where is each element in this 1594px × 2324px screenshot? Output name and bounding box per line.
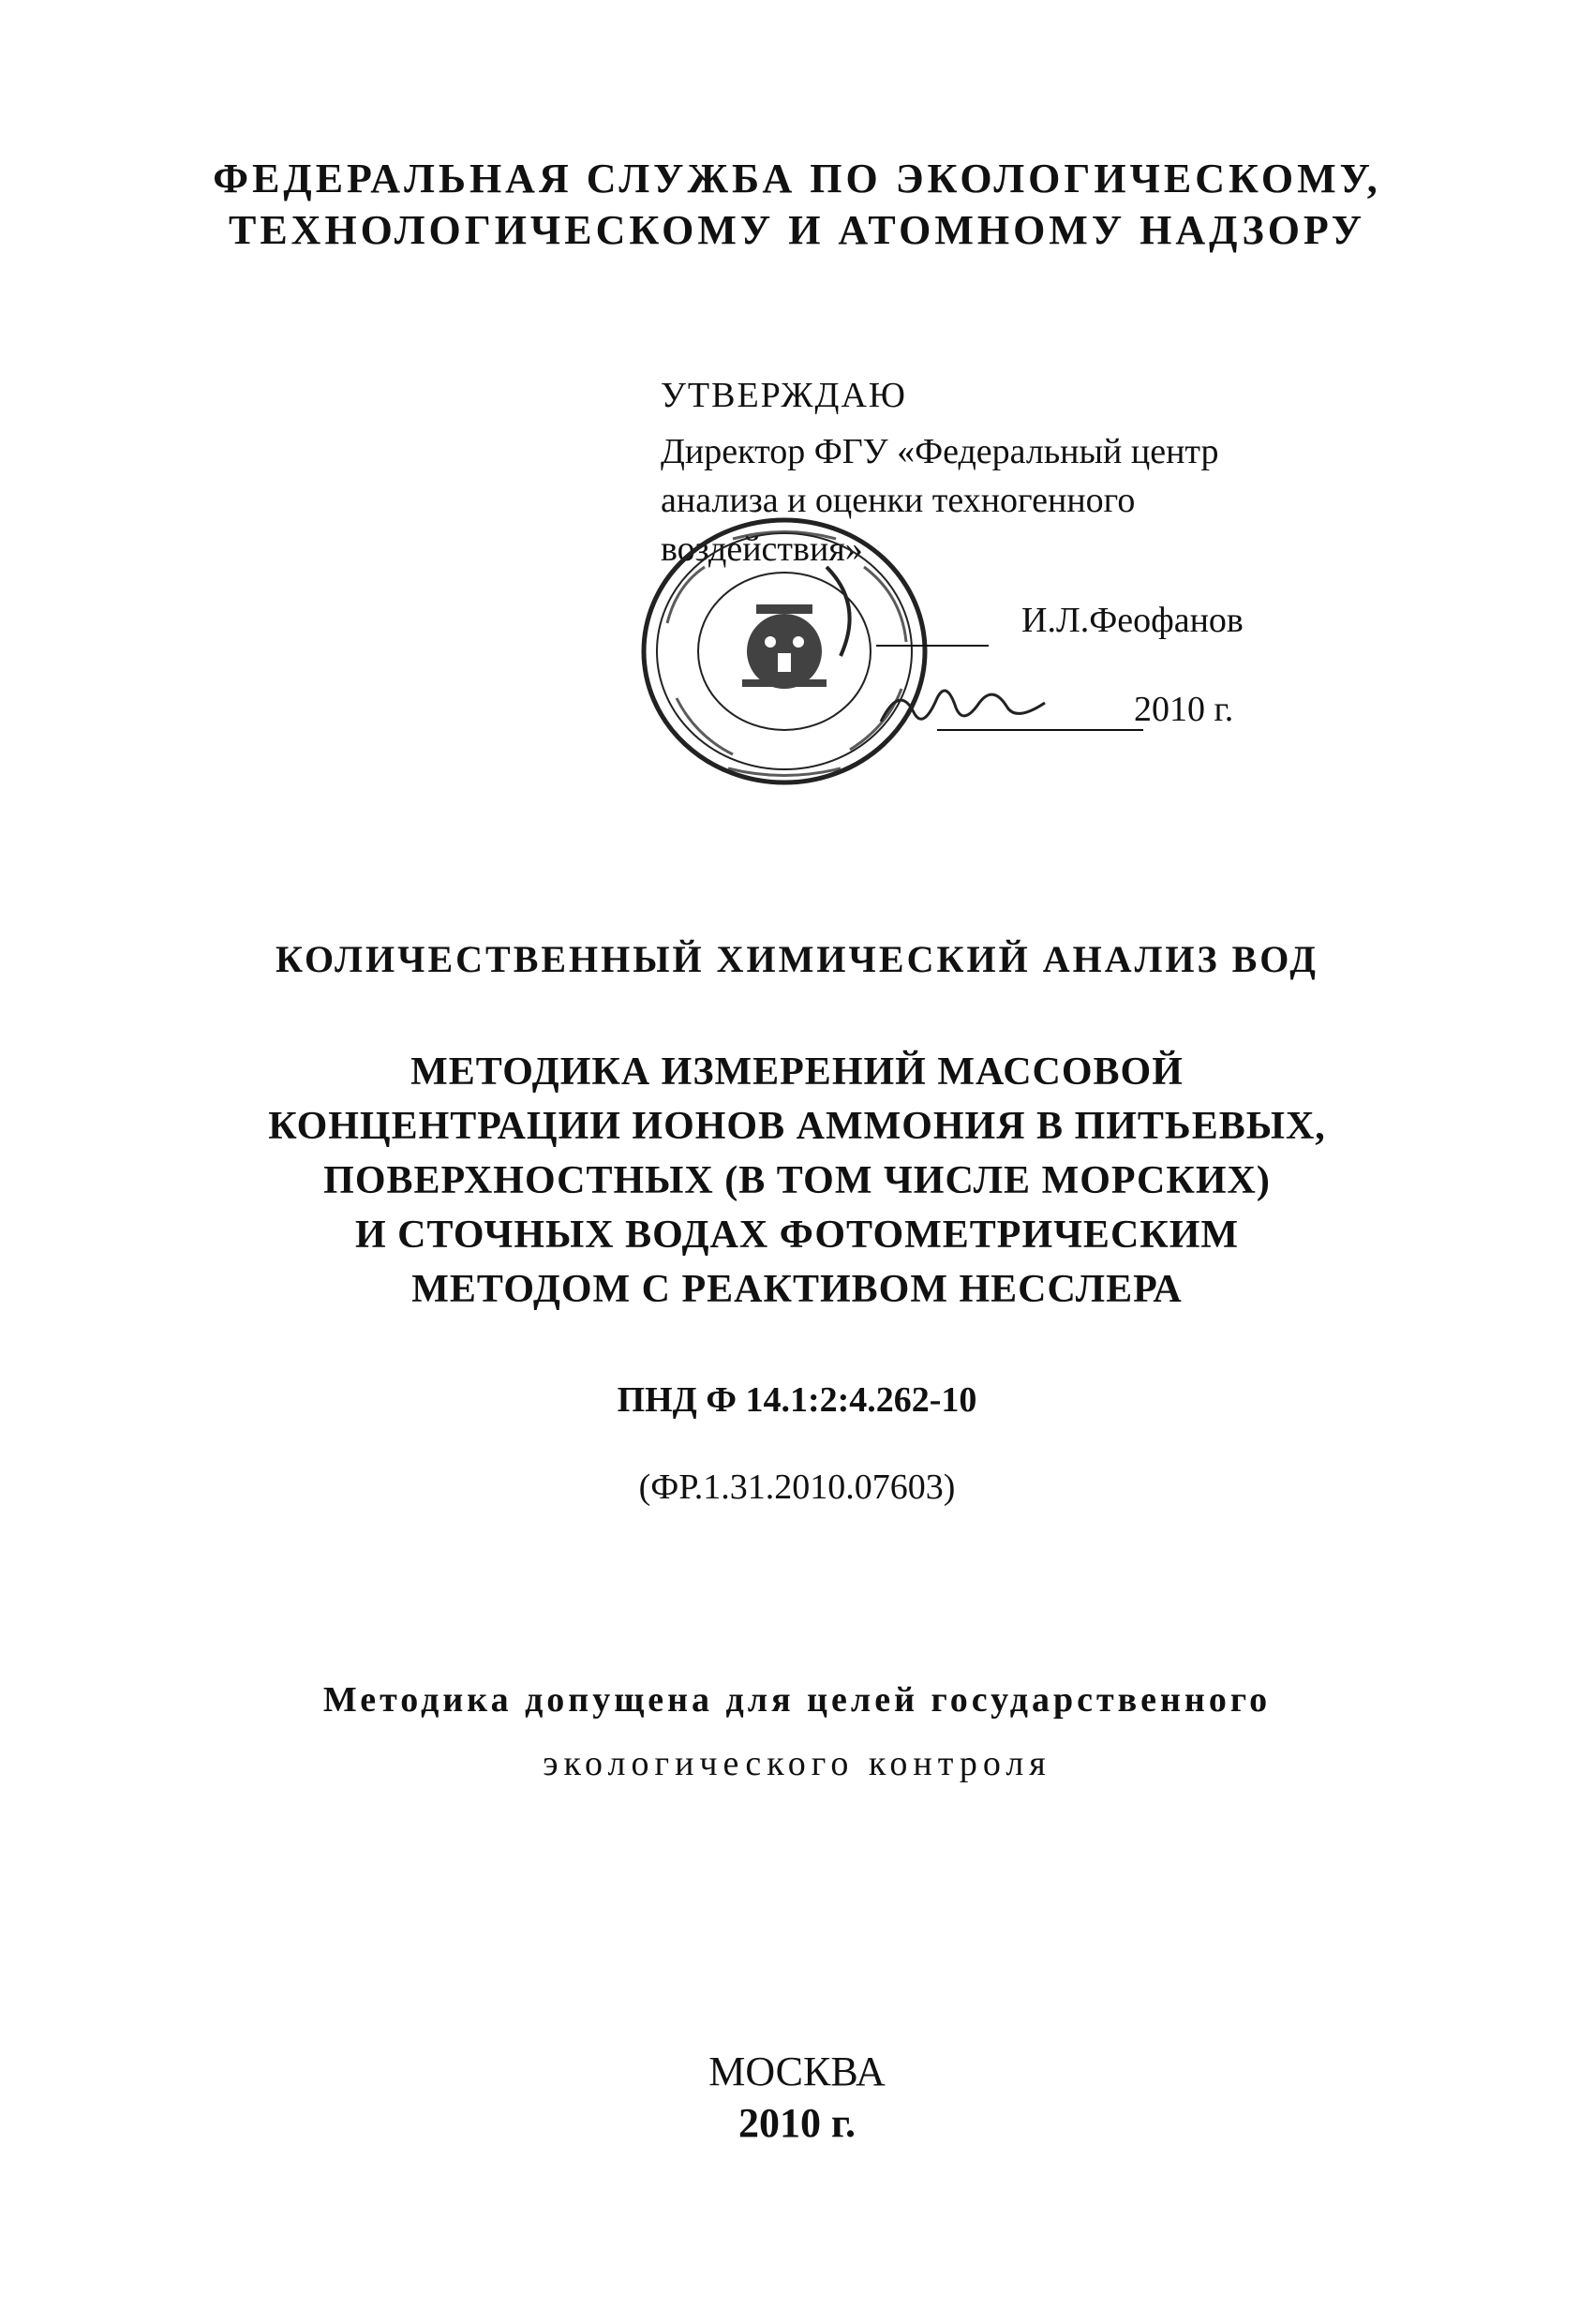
approval-line1: Директор ФГУ «Федеральный центр — [661, 432, 1219, 471]
approval-line3: воздействия» — [661, 529, 863, 569]
registry-code: (ФР.1.31.2010.07603) — [638, 1467, 956, 1507]
approval-year: 2010 г. — [1134, 690, 1234, 729]
title-line3: ПОВЕРХНОСТНЫХ (В ТОМ ЧИСЛЕ МОРСКИХ) — [323, 1159, 1271, 1202]
approval-note-line1: Методика допущена для целей государственного — [322, 1680, 1272, 1720]
signature-icon — [871, 656, 1050, 740]
publication-year: 2010 г. — [737, 2100, 857, 2146]
date-line — [937, 729, 1143, 731]
approval-line2: анализа и оценки техногенного — [661, 481, 1136, 520]
title-line5: МЕТОДОМ С РЕАКТИВОМ НЕССЛЕРА — [411, 1268, 1183, 1311]
signer-name: И.Л.Феофанов — [1021, 601, 1244, 640]
approval-heading: УТВЕРЖДАЮ — [661, 376, 907, 415]
title-line4: И СТОЧНЫХ ВОДАХ ФОТОМЕТРИЧЕСКИМ — [354, 1214, 1240, 1257]
document-type: КОЛИЧЕСТВЕННЫЙ ХИМИЧЕСКИЙ АНАЛИЗ ВОД — [276, 938, 1318, 980]
agency-name-line2: ТЕХНОЛОГИЧЕСКОМУ И АТОМНОМУ НАДЗОРУ — [228, 207, 1366, 253]
title-line2: КОНЦЕНТРАЦИИ ИОНОВ АММОНИЯ В ПИТЬЕВЫХ, — [268, 1105, 1326, 1148]
official-seal-icon — [630, 511, 948, 792]
title-line1: МЕТОДИКА ИЗМЕРЕНИЙ МАССОВОЙ — [410, 1050, 1184, 1094]
signature-line — [876, 645, 989, 647]
agency-name-line1: ФЕДЕРАЛЬНАЯ СЛУЖБА ПО ЭКОЛОГИЧЕСКОМУ, — [213, 156, 1381, 201]
publication-city: МОСКВА — [708, 2048, 886, 2094]
pnd-code: ПНД Ф 14.1:2:4.262-10 — [617, 1380, 977, 1420]
approval-note-line2: экологического контроля — [543, 1744, 1051, 1783]
